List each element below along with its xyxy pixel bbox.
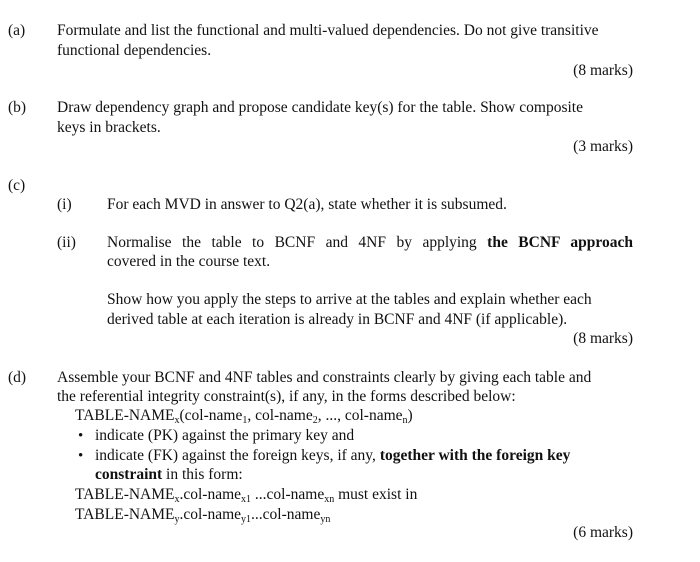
- fk-line-1: [75, 485, 417, 505]
- schema-col-2-sub: 2: [312, 415, 318, 426]
- part-c-ii-line-1-text: Normalise the table to BCNF and 4NF by applying: [107, 234, 488, 251]
- schema-col-n-sub: n: [402, 415, 408, 426]
- part-d-marks: (6 marks): [573, 524, 633, 541]
- part-b-line-1: Draw dependency graph and propose candidate key(s) for the table. Show composite: [57, 99, 583, 116]
- part-c-ii-para2-line-1: Show how you apply the steps to arrive at the tables and explain whether each: [107, 291, 592, 308]
- bullet-1-icon: •: [78, 428, 84, 444]
- fk1-col: .col-name: [179, 486, 242, 503]
- part-c-i-text: For each MVD in answer to Q2(a), state whether it is subsumed.: [107, 196, 507, 213]
- part-c-label: (c): [8, 177, 26, 194]
- fk2-col-sub: y1: [241, 514, 252, 525]
- bullet-2-line-2: [95, 465, 243, 485]
- bullet-2-line-2-bold: constraint: [95, 466, 163, 483]
- fk2-table-sub: y: [174, 514, 180, 525]
- fk1-col-n-sub: xn: [324, 494, 335, 505]
- part-a-line-1: Formulate and list the functional and multi-valued dependencies. Do not give transitive: [57, 22, 599, 39]
- fk2-table-name: TABLE-NAME: [75, 506, 175, 523]
- part-c-i-label: (i): [57, 196, 72, 213]
- schema-col-1-sub: 1: [242, 415, 248, 426]
- bullet-1-text: indicate (PK) against the primary key and: [95, 427, 355, 444]
- part-b-line-2: keys in brackets.: [57, 119, 161, 136]
- part-c-ii-label: (ii): [57, 234, 76, 251]
- schema-col-1: (col-name: [179, 407, 243, 424]
- part-a-label: (a): [8, 22, 26, 39]
- part-d-label: (d): [8, 369, 27, 386]
- part-c-ii-line-1: [107, 233, 633, 253]
- bullet-2-line-1: [95, 446, 570, 466]
- fk1-col-sub: x1: [241, 494, 252, 505]
- schema-table-sub: x: [174, 415, 180, 426]
- bullet-2-icon: •: [78, 448, 84, 464]
- fk2-col-n: ...col-name: [251, 506, 321, 523]
- part-a-line-2: functional dependencies.: [57, 42, 212, 59]
- schema-col-n: , ..., col-name: [317, 407, 403, 424]
- schema-close: ): [407, 407, 413, 424]
- table-schema-template: [75, 406, 413, 426]
- fk1-table-name: TABLE-NAME: [75, 486, 175, 503]
- part-c-ii-para2-line-2: derived table at each iteration is already in BCNF and 4NF (if applicable).: [107, 311, 568, 328]
- fk1-rest: must exist in: [334, 486, 418, 503]
- part-c-ii-line-2: covered in the course text.: [107, 253, 271, 270]
- schema-table-name: TABLE-NAME: [75, 407, 175, 424]
- part-b-marks: (3 marks): [573, 138, 633, 155]
- fk1-table-sub: x: [174, 494, 180, 505]
- bullet-2-bold: together with the foreign key: [379, 447, 571, 464]
- part-b-label: (b): [8, 99, 27, 116]
- fk-line-2: [75, 505, 330, 525]
- part-c-ii-bold: the BCNF approach: [487, 234, 633, 251]
- bullet-2-line-2-text: in this form:: [162, 466, 243, 483]
- fk2-col-n-sub: yn: [320, 514, 331, 525]
- fk2-col: .col-name: [179, 506, 242, 523]
- fk1-col-n: ...col-name: [251, 486, 325, 503]
- part-d-line-1: Assemble your BCNF and 4NF tables and constraints clearly by giving each table and: [57, 369, 592, 386]
- part-a-marks: (8 marks): [573, 62, 633, 79]
- part-d-line-2: the referential integrity constraint(s), if any, in the forms described below:: [57, 388, 516, 405]
- bullet-2-text: indicate (FK) against the foreign keys, if any,: [95, 447, 380, 464]
- part-c-marks: (8 marks): [573, 330, 633, 347]
- schema-col-2: , col-name: [247, 407, 313, 424]
